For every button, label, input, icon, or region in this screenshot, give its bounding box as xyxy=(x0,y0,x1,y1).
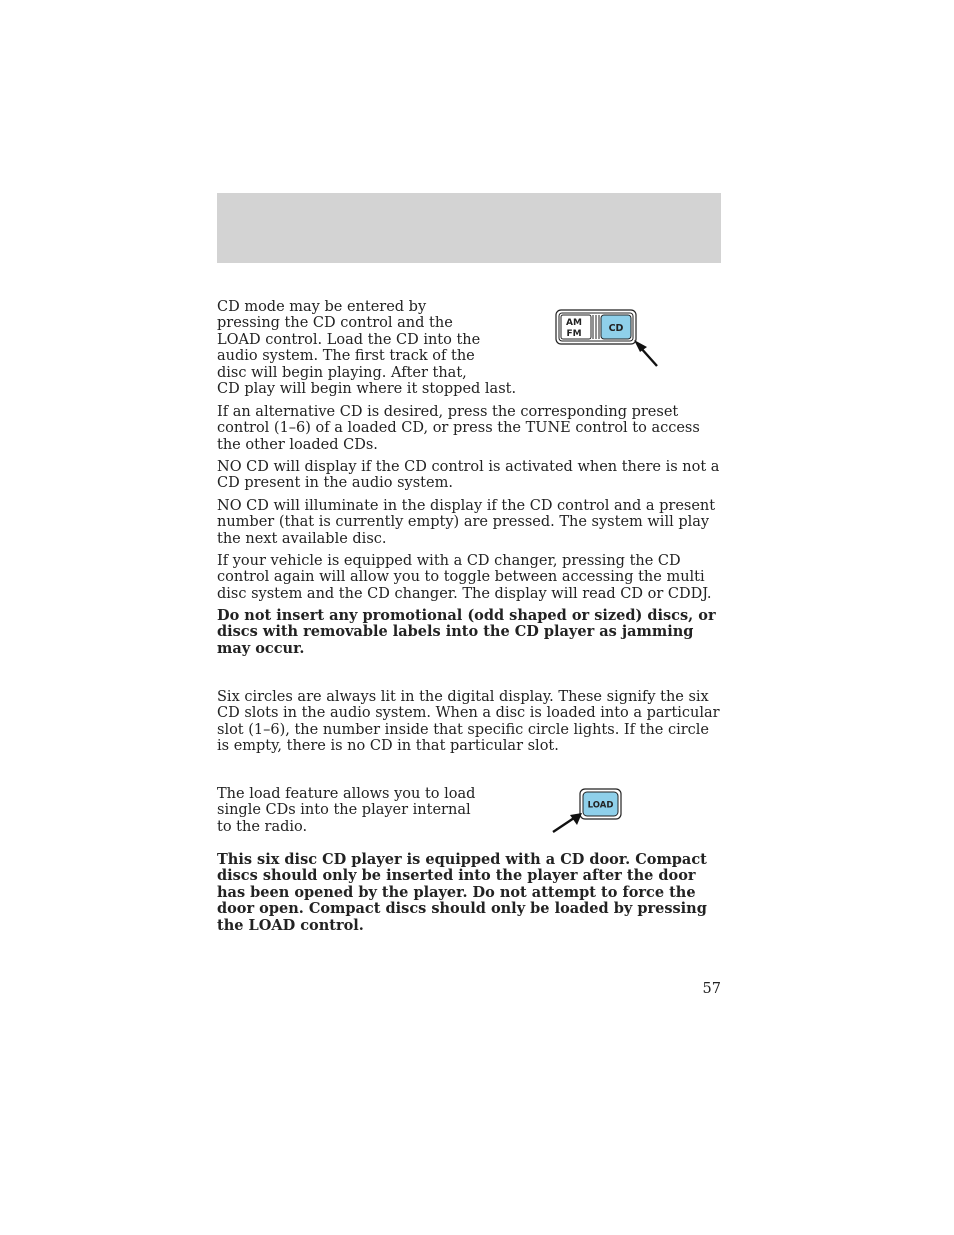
six-circles-paragraph: Six circles are always lit in the digital display. These signify the six CD slots in the audio system. When a disc is loaded into a particular slot (1–6), the number inside that specific circle lights. If the circle is empty, there is no CD in that particular slot. xyxy=(217,689,720,755)
load-feature-paragraph xyxy=(217,786,517,835)
text-line: LOAD control. Load the CD into the xyxy=(217,331,481,348)
promotional-disc-warning: Do not insert any promotional (odd shaped or sized) discs, or discs with removable labels into the CD player as jamming may occur. xyxy=(217,607,716,657)
text-line: pressing the CD control and the xyxy=(217,315,453,332)
text-line: The load feature allows you to load xyxy=(217,786,476,802)
text-line: disc will begin playing. After that, xyxy=(217,364,467,381)
text-line: to the radio. xyxy=(217,818,308,835)
load-control-illustration xyxy=(550,787,630,837)
alternative-cd-paragraph: If an alternative CD is desired, press the corresponding preset control (1–6) of a loaded CD, or press the TUNE control to access the other loaded CDs. xyxy=(217,404,700,453)
arrow-icon xyxy=(553,813,582,832)
am-label: AM xyxy=(566,318,582,328)
cd-door-warning: This six disc CD player is equipped with a CD door. Compact discs should only be inserted into the player after the door has been opened by the player. Do not attempt to force the door open. Compact discs should only be loaded by pressing the LOAD control. xyxy=(217,851,707,934)
cd-mode-paragraph xyxy=(217,299,517,397)
cd-changer-paragraph: If your vehicle is equipped with a CD changer, pressing the CD control again will allow you to toggle between accessing the multi disc system and the CD changer. The display will read CD or CDDJ. xyxy=(217,553,712,602)
fm-label: FM xyxy=(566,329,582,339)
text-line: audio system. The first track of the xyxy=(217,348,475,365)
section-header-band xyxy=(217,193,721,263)
no-cd-illuminate-paragraph: NO CD will illuminate in the display if the CD control and a present number (that is currently empty) are pressed. The system will play the next available disc. xyxy=(217,498,716,547)
no-cd-display-paragraph: NO CD will display if the CD control is activated when there is not a CD present in the audio system. xyxy=(217,459,720,492)
text-line: CD mode may be entered by xyxy=(217,299,427,315)
cd-label: CD xyxy=(608,323,624,334)
page-number: 57 xyxy=(702,981,721,997)
text-line: single CDs into the player internal xyxy=(217,802,471,819)
load-label: LOAD xyxy=(587,800,614,811)
amfm-cd-control-illustration xyxy=(553,307,663,371)
text-line: CD play will begin where it stopped last. xyxy=(217,381,517,398)
arrow-icon xyxy=(634,340,657,366)
